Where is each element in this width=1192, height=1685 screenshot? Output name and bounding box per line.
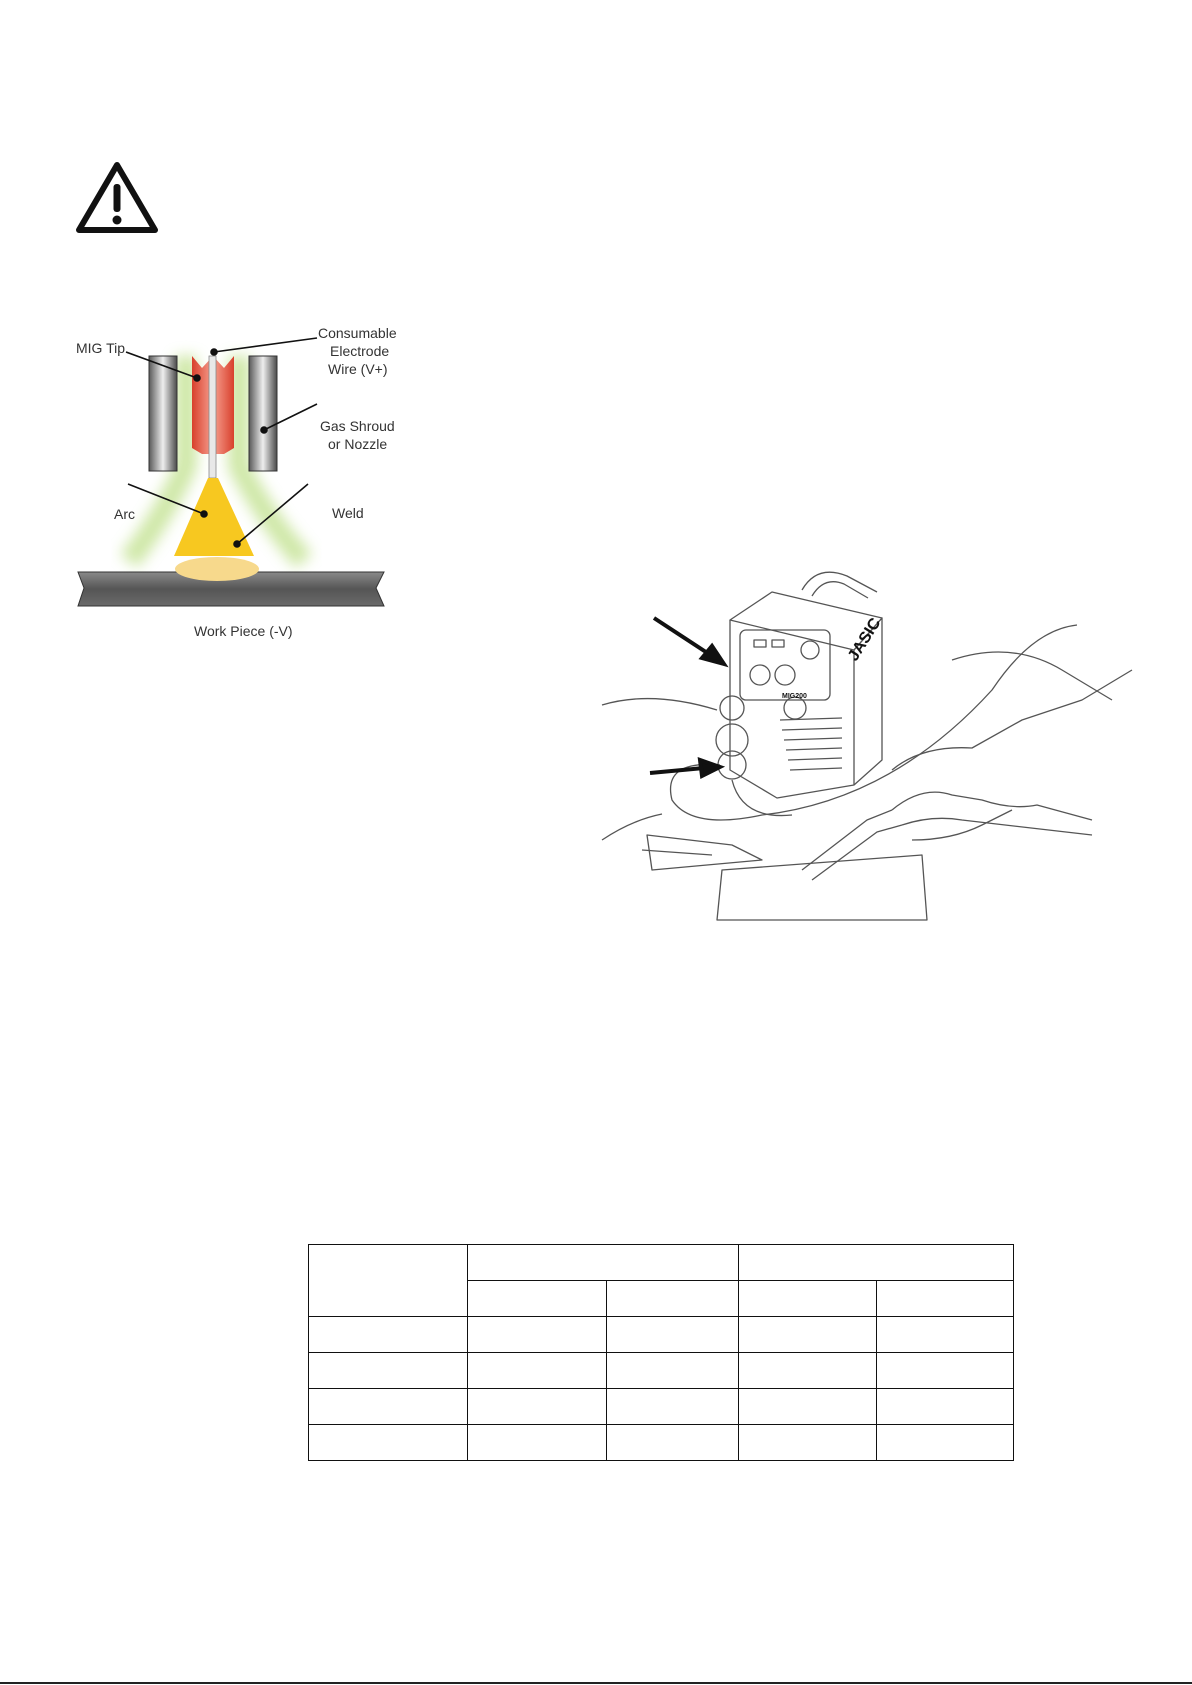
table-cell: [877, 1353, 1014, 1389]
table-cell: [309, 1425, 468, 1461]
label-work-piece: Work Piece (-V): [194, 623, 293, 639]
mig-welding-diagram: [74, 325, 464, 646]
table-header-cell: [309, 1245, 468, 1317]
table-cell: [607, 1389, 739, 1425]
indicator-arrows: [650, 618, 724, 776]
label-shroud-2: or Nozzle: [328, 436, 388, 452]
label-electrode-1: Consumable: [318, 325, 397, 341]
table-cell: [309, 1317, 468, 1353]
table-cell: [607, 1425, 739, 1461]
label-arc: Arc: [114, 506, 135, 522]
table-cell: [877, 1389, 1014, 1425]
table-subheader-cell: [739, 1281, 877, 1317]
electrode-wire: [209, 356, 216, 478]
table-cell: [739, 1389, 877, 1425]
page-bottom-rule: [0, 1682, 1192, 1684]
table-row: [309, 1245, 1014, 1281]
table-cell: [309, 1353, 468, 1389]
table-row: [309, 1317, 1014, 1353]
table-cell: [739, 1317, 877, 1353]
table-cell: [468, 1425, 607, 1461]
table-subheader-cell: [877, 1281, 1014, 1317]
table-cell: [468, 1389, 607, 1425]
label-shroud-1: Gas Shroud: [320, 418, 395, 434]
warning-icon: [74, 160, 160, 236]
table-cell: [877, 1425, 1014, 1461]
table-cell: [877, 1317, 1014, 1353]
table-row: [309, 1353, 1014, 1389]
model-label: MIG200: [782, 693, 807, 700]
label-weld: Weld: [332, 505, 364, 521]
label-electrode-2: Electrode: [330, 343, 390, 359]
weld-pool: [175, 557, 259, 581]
table-subheader-cell: [607, 1281, 739, 1317]
table-cell: [468, 1353, 607, 1389]
table-cell: [739, 1353, 877, 1389]
specification-table: [308, 1244, 1014, 1461]
table-row: [309, 1389, 1014, 1425]
table-cell: [468, 1317, 607, 1353]
gas-shroud-right: [249, 356, 277, 471]
brand-logo: JASIC: [844, 615, 885, 665]
table-cell: [607, 1317, 739, 1353]
welder-illustration: [592, 570, 1132, 940]
label-electrode-3: Wire (V+): [328, 361, 388, 377]
table-cell: [607, 1353, 739, 1389]
table-cell: [739, 1425, 877, 1461]
table-header-cell: [739, 1245, 1014, 1281]
table-row: [309, 1425, 1014, 1461]
gas-shroud-left: [149, 356, 177, 471]
table-header-cell: [468, 1245, 739, 1281]
table-cell: [309, 1389, 468, 1425]
table-subheader-cell: [468, 1281, 607, 1317]
label-mig-tip: MIG Tip: [76, 340, 126, 356]
